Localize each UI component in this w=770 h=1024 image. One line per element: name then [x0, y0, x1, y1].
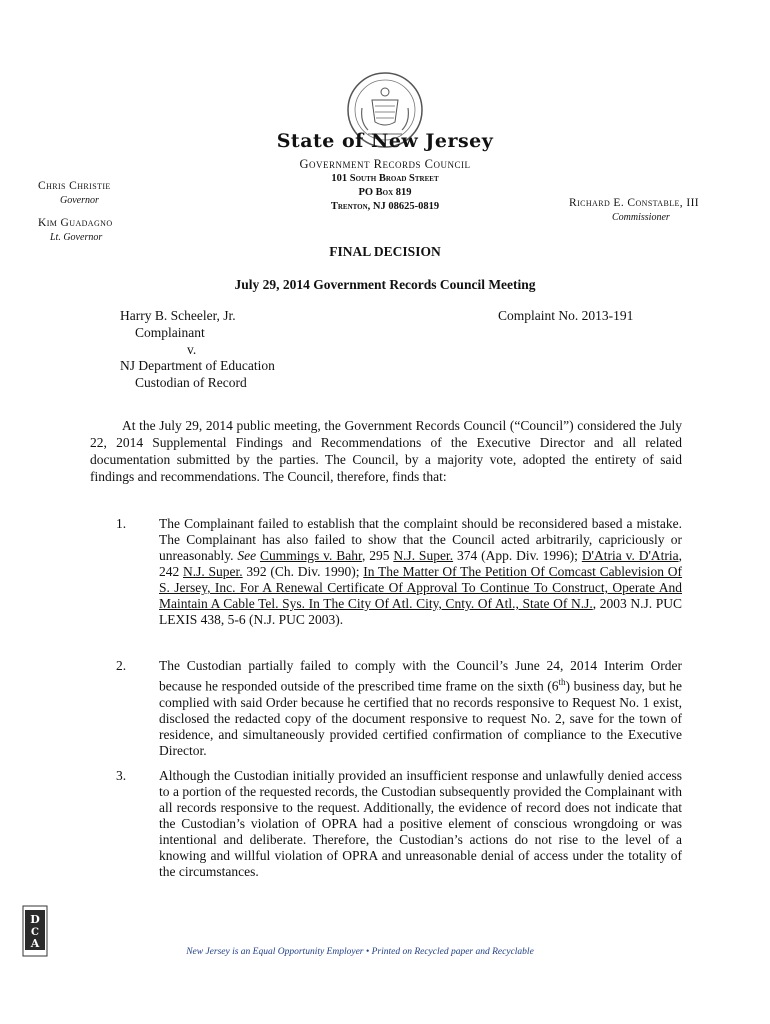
complainant-role: Complainant — [135, 325, 205, 340]
agency-name: Government Records Council — [299, 157, 471, 171]
intro-paragraph: At the July 29, 2014 public meeting, the Government Records Council (“Council”) considered the July 22, 2014 Supplemental Findings and Recommendations of the Executive Director and all related documentation submitted by the parties. The Council, by a majority vote, adopted the entirety of said findings and recommendations. The Council, therefore, finds that: — [90, 418, 682, 484]
item-1-text: The Complainant failed to establish that the complaint should be reconsidered based a mistake. The Complainant has also failed to show that the Council acted arbitrarily, capriciously or unreasonably. See Cummings v. Bahr, 295 N.J. Super. 374 (App. Div. 1996); D'Atria v. D'Atria, 242 N.J. Super. 392 (Ch. Div. 1990); In The Matter Of The Petition Of Comcast Cablevision Of S. Jersey, Inc. For A Renewal Certificate Of Approval To Continue To Construct, Operate And Maintain A Cable Tel. Sys. In The City Of Atl. City, Cnty. Of Atl., State Of N.J., 2003 N.J. PUC LEXIS 438, 5-6 (N.J. PUC 2003). — [159, 516, 683, 627]
commissioner-title: Commissioner — [612, 212, 670, 223]
governor-name: Chris Christie — [38, 180, 111, 192]
governor-title: Governor — [60, 195, 99, 206]
item-2-text: The Custodian partially failed to comply with the Council’s June 24, 2014 Interim Order because he responded outside of the prescribed time frame on the sixth (6th) business day, but he complied with said Order because he certified that no records responsive to Request No. 1 exist, disclosed the redacted copy of the document responsive to request No. 2, save for the town of residence, and simultaneously provided certified confirmation of compliance to the Executive Director. — [159, 658, 682, 758]
lt-governor-title: Lt. Governor — [50, 232, 103, 243]
dca-logo-letter-c: C — [31, 927, 39, 938]
item-1-number: 1. — [116, 516, 127, 531]
state-title: State of New Jersey — [276, 130, 494, 152]
versus: v. — [187, 342, 197, 357]
item-3-text: Although the Custodian initially provided an insufficient response and unlawfully denied access to a portion of the requested records, the Custodian subsequently provided the Complainant with all records responsive to the request. Additionally, the evidence of record does not indicate that the Custodian’s violation of OPRA had a positive element of conscious wrongdoing or was intentional and deliberate. Therefore, the Custodian’s actions do not rise to the level of a knowing and willful violation of OPRA and unreasonable denial of access under the totality of the circumstances. — [159, 768, 682, 879]
custodian-name: NJ Department of Education — [120, 358, 275, 373]
document-title: FINAL DECISION — [329, 244, 441, 259]
address-line-2: PO Box 819 — [358, 187, 412, 198]
address-line-1: 101 South Broad Street — [331, 173, 439, 184]
custodian-role: Custodian of Record — [135, 375, 247, 390]
footer-text: New Jersey is an Equal Opportunity Employer • Printed on Recycled paper and Recyclable — [186, 947, 534, 957]
dca-logo-letter-a: A — [30, 937, 40, 950]
item-2-number: 2. — [116, 658, 127, 673]
lt-governor-name: Kim Guadagno — [38, 217, 113, 229]
address-line-3: Trenton, NJ 08625-0819 — [330, 201, 440, 212]
complaint-number: Complaint No. 2013-191 — [498, 308, 634, 323]
commissioner-name: Richard E. Constable, III — [569, 197, 700, 209]
dca-logo-letter-d: D — [30, 913, 40, 926]
item-3-number: 3. — [116, 768, 127, 783]
complainant-name: Harry B. Scheeler, Jr. — [120, 308, 236, 323]
meeting-heading: July 29, 2014 Government Records Council Meeting — [234, 277, 536, 292]
